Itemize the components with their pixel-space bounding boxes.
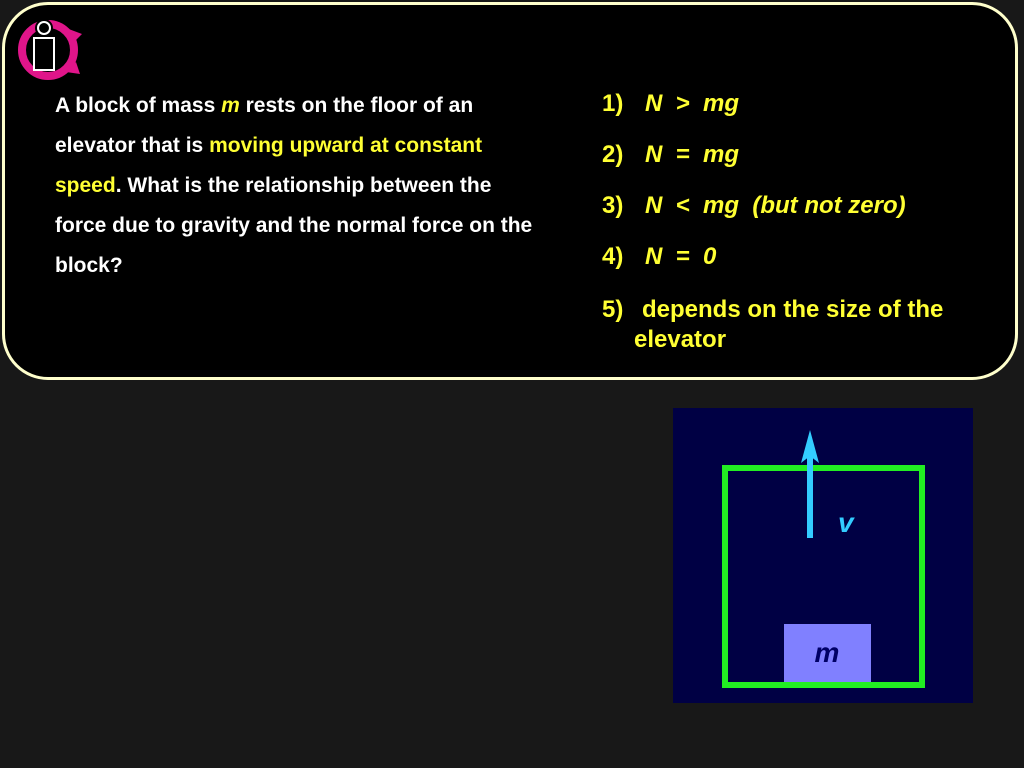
question-part-2: rests on the floor of an elevator that is bbox=[55, 94, 474, 157]
answer-text: N > mg bbox=[645, 90, 740, 117]
answer-option-2[interactable] bbox=[602, 141, 739, 169]
question-part-3: . What is the relationship between the force due to gravity and the normal force on the block? bbox=[55, 174, 533, 277]
answer-option-4[interactable] bbox=[602, 243, 716, 271]
answer-text-line-1: depends on the size of the bbox=[642, 296, 944, 323]
answer-number: 1) bbox=[602, 90, 624, 117]
question-part-1: A block of mass bbox=[55, 94, 222, 117]
answer-number: 2) bbox=[602, 141, 624, 168]
answer-text: N < mg (but not zero) bbox=[645, 192, 906, 219]
velocity-label: v bbox=[838, 507, 854, 538]
mass-symbol: m bbox=[221, 94, 240, 117]
question-text bbox=[55, 86, 545, 286]
elevator-diagram bbox=[673, 408, 973, 703]
answer-number: 5) bbox=[602, 296, 624, 323]
mass-block-label: m bbox=[814, 637, 840, 668]
answer-number: 4) bbox=[602, 243, 624, 270]
question-highlight: moving upward at constant speed bbox=[55, 134, 483, 197]
answer-number: 3) bbox=[602, 192, 624, 219]
answer-text: N = mg bbox=[645, 141, 740, 168]
answer-option-1[interactable] bbox=[602, 90, 739, 118]
clicker-logo-icon bbox=[12, 16, 86, 80]
answer-text-line-2: elevator bbox=[634, 326, 727, 353]
answer-text: N = 0 bbox=[645, 243, 717, 270]
answer-option-3[interactable] bbox=[602, 192, 906, 220]
answer-option-5[interactable] bbox=[602, 296, 1012, 354]
